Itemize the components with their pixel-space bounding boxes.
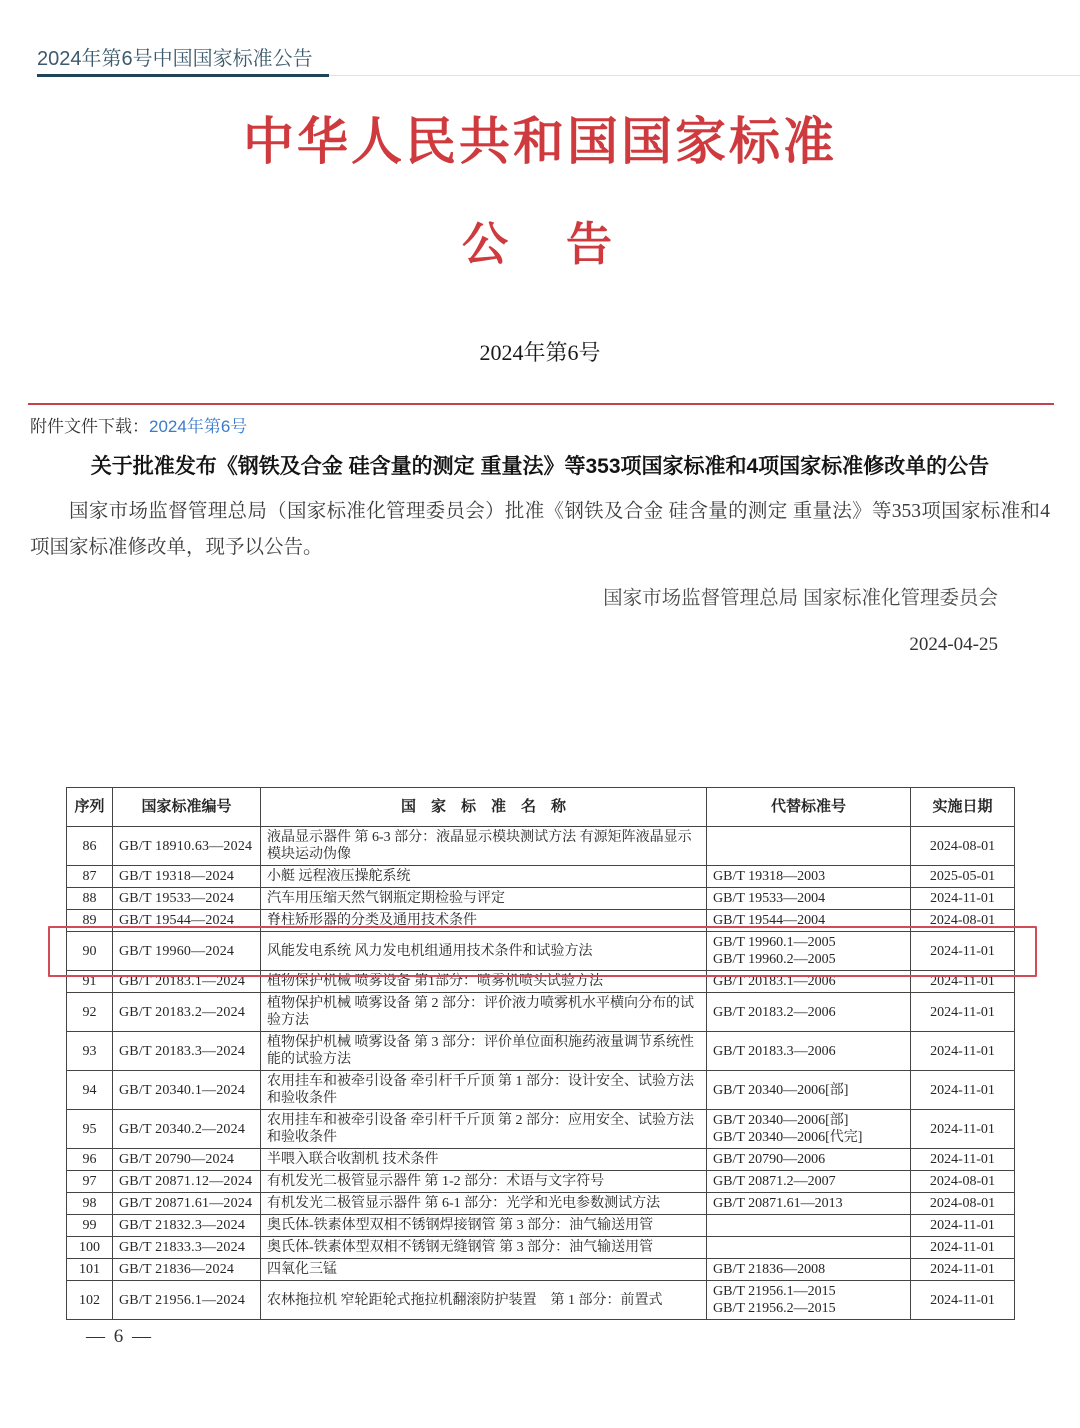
name-cell: 奥氏体-铁素体型双相不锈钢无缝钢管 第 3 部分：油气输送用管: [261, 1237, 707, 1259]
seq-cell: 90: [67, 932, 113, 971]
replace-line: GB/T 21956.2—2015: [713, 1301, 836, 1316]
date-cell: 2024-11-01: [911, 1237, 1015, 1259]
name-cell: 农林拖拉机 窄轮距轮式拖拉机翻滚防护装置 第 1 部分：前置式: [261, 1281, 707, 1320]
replaces-cell: [707, 1259, 911, 1281]
replaces-cell: [707, 1149, 911, 1171]
code-cell: GB/T 19533—2024: [113, 888, 261, 910]
header-rule: [37, 74, 1080, 77]
name-cell: 农用挂车和被牵引设备 牵引杆千斤顶 第 1 部分：设计安全、试验方法和验收条件: [261, 1071, 707, 1110]
replaces-cell: [707, 1237, 911, 1259]
code-cell: GB/T 19544—2024: [113, 910, 261, 932]
replaces-cell: [707, 1193, 911, 1215]
code-cell: GB/T 19960—2024: [113, 932, 261, 971]
table-row: [67, 827, 1015, 866]
replace-line: GB/T 20183.2—2006: [713, 1004, 836, 1020]
table-row: [67, 1171, 1015, 1193]
column-header-date: 实施日期: [911, 788, 1015, 827]
date-cell: 2024-11-01: [911, 932, 1015, 971]
table-row: [67, 971, 1015, 993]
date-cell: 2024-11-01: [911, 1110, 1015, 1149]
name-cell: 小艇 远程液压操舵系统: [261, 866, 707, 888]
standards-table: [66, 787, 1015, 1320]
code-cell: GB/T 20340.2—2024: [113, 1110, 261, 1149]
attachment-row: [30, 412, 247, 437]
seq-cell: 91: [67, 971, 113, 993]
date-cell: 2024-11-01: [911, 971, 1015, 993]
date-cell: 2024-11-01: [911, 1215, 1015, 1237]
date-cell: 2024-11-01: [911, 1149, 1015, 1171]
code-cell: GB/T 20183.2—2024: [113, 993, 261, 1032]
name-cell: 有机发光二极管显示器件 第 1-2 部分：术语与文字符号: [261, 1171, 707, 1193]
replace-line: GB/T 19544—2004: [713, 913, 826, 928]
date-cell: 2024-11-01: [911, 888, 1015, 910]
date-cell: 2024-08-01: [911, 1193, 1015, 1215]
code-cell: GB/T 20183.1—2024: [113, 971, 261, 993]
code-cell: GB/T 20871.61—2024: [113, 1193, 261, 1215]
seq-cell: 98: [67, 1193, 113, 1215]
replaces-cell: [707, 1281, 911, 1320]
name-cell: 汽车用压缩天然气钢瓶定期检验与评定: [261, 888, 707, 910]
code-cell: GB/T 20340.1—2024: [113, 1071, 261, 1110]
issuing-authority-signature: 国家市场监督管理总局 国家标准化管理委员会: [603, 588, 998, 609]
table-row: [67, 1032, 1015, 1071]
replaces-cell: [707, 866, 911, 888]
name-cell: 液晶显示器件 第 6-3 部分：液晶显示模块测试方法 有源矩阵液晶显示模块运动伪像: [261, 827, 707, 866]
column-header-replaces: 代替标准号: [707, 788, 911, 827]
attachment-label: 附件文件下载：: [30, 417, 149, 436]
code-cell: GB/T 21956.1—2024: [113, 1281, 261, 1320]
replaces-cell: [707, 827, 911, 866]
table-row: [67, 1237, 1015, 1259]
seq-cell: 101: [67, 1259, 113, 1281]
seq-cell: 95: [67, 1110, 113, 1149]
date-cell: 2024-08-01: [911, 1171, 1015, 1193]
code-cell: GB/T 21832.3—2024: [113, 1215, 261, 1237]
notice-heading: 关于批准发布《钢铁及合金 硅含量的测定 重量法》等353项国家标准和4项国家标准修改单的公告: [90, 455, 990, 478]
table-row: [67, 1259, 1015, 1281]
table-row: [67, 1281, 1015, 1320]
replaces-cell: [707, 932, 911, 971]
replaces-cell: [707, 910, 911, 932]
replace-line: GB/T 20183.1—2006: [713, 974, 836, 989]
replaces-cell: [707, 888, 911, 910]
attachment-download-link[interactable]: 2024年第6号: [149, 417, 248, 436]
code-cell: GB/T 21836—2024: [113, 1259, 261, 1281]
replace-line: GB/T 21956.1—2015: [713, 1284, 836, 1299]
replace-line: GB/T 20183.3—2006: [713, 1043, 836, 1059]
table-row: [67, 1193, 1015, 1215]
date-cell: 2024-11-01: [911, 1071, 1015, 1110]
seq-cell: 99: [67, 1215, 113, 1237]
seq-cell: 96: [67, 1149, 113, 1171]
seq-cell: 97: [67, 1171, 113, 1193]
replaces-cell: [707, 993, 911, 1032]
table-header-row: [67, 788, 1015, 827]
table-row: [67, 866, 1015, 888]
date-cell: 2024-11-01: [911, 1281, 1015, 1320]
code-cell: GB/T 18910.63—2024: [113, 827, 261, 866]
publication-date: 2024-04-25: [909, 634, 998, 655]
table-row: [67, 993, 1015, 1032]
replaces-cell: [707, 1071, 911, 1110]
page-number: — 6 —: [86, 1326, 153, 1347]
name-cell: 脊柱矫形器的分类及通用技术条件: [261, 910, 707, 932]
document-title: 中华人民共和国国家标准: [242, 115, 837, 171]
seq-cell: 92: [67, 993, 113, 1032]
replace-line: GB/T 19960.1—2005: [713, 935, 836, 950]
seq-cell: 100: [67, 1237, 113, 1259]
replaces-cell: [707, 1032, 911, 1071]
date-cell: 2024-08-01: [911, 910, 1015, 932]
code-cell: GB/T 19318—2024: [113, 866, 261, 888]
name-cell: 有机发光二极管显示器件 第 6-1 部分：光学和光电参数测试方法: [261, 1193, 707, 1215]
seq-cell: 89: [67, 910, 113, 932]
date-cell: 2024-11-01: [911, 993, 1015, 1032]
name-cell: 植物保护机械 喷雾设备 第 3 部分：评价单位面积施药液量调节系统性能的试验方法: [261, 1032, 707, 1071]
replace-line: GB/T 21836—2008: [713, 1262, 826, 1277]
table-row: [67, 932, 1015, 971]
replaces-cell: [707, 1215, 911, 1237]
replace-line: GB/T 19318—2003: [713, 869, 826, 884]
replace-line: GB/T 20871.2—2007: [713, 1174, 836, 1189]
replaces-cell: [707, 971, 911, 993]
name-cell: 风能发电系统 风力发电机组通用技术条件和试验方法: [261, 932, 707, 971]
name-cell: 植物保护机械 喷雾设备 第 2 部分：评价液力喷雾机水平横向分布的试验方法: [261, 993, 707, 1032]
seq-cell: 86: [67, 827, 113, 866]
date-cell: 2024-11-01: [911, 1259, 1015, 1281]
document-subtitle: 公 告: [462, 219, 618, 270]
replace-line: GB/T 20340—2006[部]: [713, 1113, 849, 1128]
seq-cell: 93: [67, 1032, 113, 1071]
replace-line: GB/T 20340—2006[部]: [713, 1082, 849, 1098]
seq-cell: 94: [67, 1071, 113, 1110]
date-cell: 2024-08-01: [911, 827, 1015, 866]
name-cell: 奥氏体-铁素体型双相不锈钢焊接钢管 第 3 部分：油气输送用管: [261, 1215, 707, 1237]
replace-line: GB/T 20790—2006: [713, 1152, 826, 1167]
standards-table-head: [67, 788, 1015, 827]
name-cell: 农用挂车和被牵引设备 牵引杆千斤顶 第 2 部分：应用安全、试验方法和验收条件: [261, 1110, 707, 1149]
table-row: [67, 1071, 1015, 1110]
name-cell: 四氧化三锰: [261, 1259, 707, 1281]
column-header-name: 国 家 标 准 名 称: [261, 788, 707, 827]
notice-body-paragraph: 国家市场监督管理总局（国家标准化管理委员会）批准《钢铁及合金 硅含量的测定 重量法》等353项国家标准和4项国家标准修改单，现予以公告。: [30, 501, 1050, 558]
table-row: [67, 910, 1015, 932]
standards-table-wrapper: [66, 787, 1014, 1320]
replace-line: GB/T 20871.61—2013: [713, 1196, 843, 1211]
page-header-title: 2024年第6号中国国家标准公告: [37, 48, 313, 70]
table-row: [67, 888, 1015, 910]
issue-number: 2024年第6号: [479, 340, 601, 365]
column-header-code: 国家标准编号: [113, 788, 261, 827]
red-divider-rule: [28, 403, 1054, 405]
replaces-cell: [707, 1171, 911, 1193]
code-cell: GB/T 20183.3—2024: [113, 1032, 261, 1071]
standards-table-body: [67, 827, 1015, 1320]
date-cell: 2025-05-01: [911, 866, 1015, 888]
seq-cell: 87: [67, 866, 113, 888]
table-row: [67, 1215, 1015, 1237]
replace-line: GB/T 19533—2004: [713, 891, 826, 906]
header-rule-dark: [37, 74, 329, 77]
name-cell: 半喂入联合收割机 技术条件: [261, 1149, 707, 1171]
table-row: [67, 1110, 1015, 1149]
replace-line: GB/T 20340—2006[代完]: [713, 1130, 863, 1145]
code-cell: GB/T 20790—2024: [113, 1149, 261, 1171]
code-cell: GB/T 20871.12—2024: [113, 1171, 261, 1193]
replace-line: GB/T 19960.2—2005: [713, 952, 836, 967]
table-row: [67, 1149, 1015, 1171]
seq-cell: 102: [67, 1281, 113, 1320]
seq-cell: 88: [67, 888, 113, 910]
name-cell: 植物保护机械 喷雾设备 第1部分：喷雾机喷头试验方法: [261, 971, 707, 993]
replaces-cell: [707, 1110, 911, 1149]
code-cell: GB/T 21833.3—2024: [113, 1237, 261, 1259]
column-header-seq: 序列: [67, 788, 113, 827]
date-cell: 2024-11-01: [911, 1032, 1015, 1071]
